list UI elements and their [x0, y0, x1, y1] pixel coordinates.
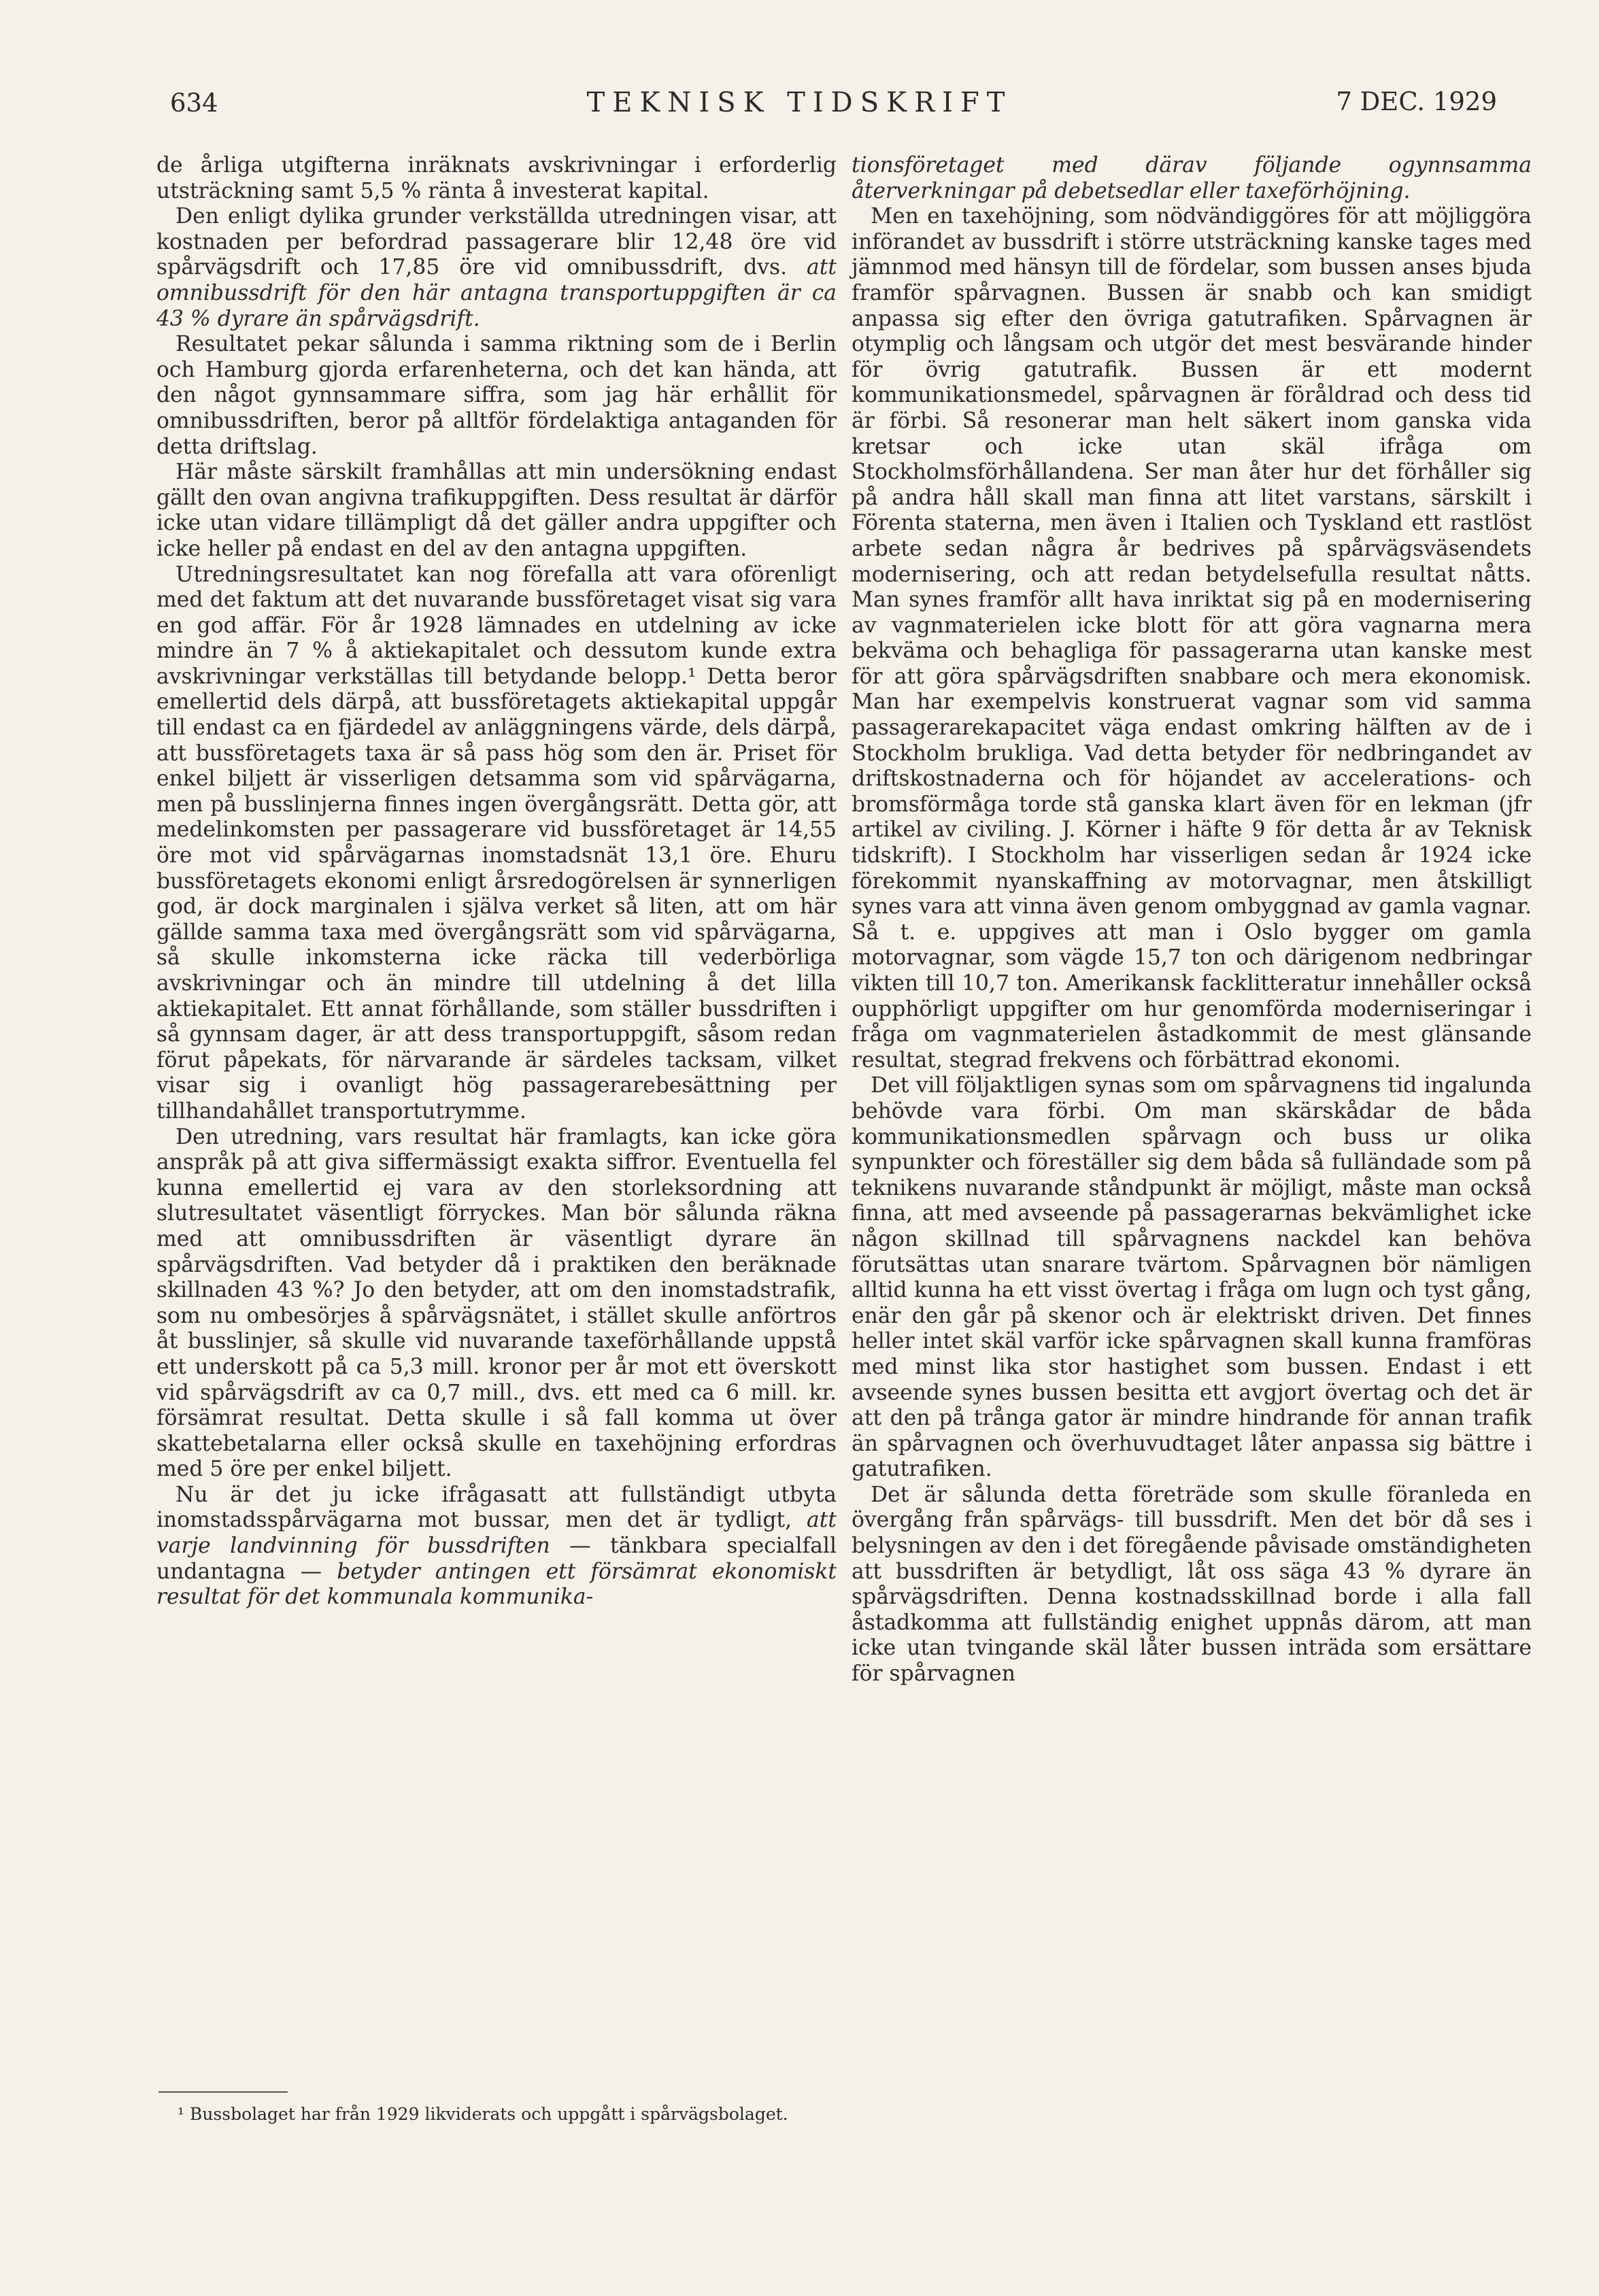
paragraph: [156, 204, 837, 332]
page-header: [0, 83, 1599, 124]
paragraph: de årliga utgifterna inräknats avskrivningar i erforderlig utsträckning samt 5,5 % ränta å investerat kapital.: [156, 153, 837, 203]
journal-title: TEKNISK TIDSKRIFT: [586, 87, 1013, 118]
paragraph: Det vill följaktligen synas som om spårvagnens tid ingalunda behövde vara förbi. Om man skärskådar de båda kommunikationsmedlen spårvagn och buss ur olika synpunkter och föreställer sig dem båda så fulländade som på teknikens nuvarande ståndpunkt är möjligt, måste man också finna, att med avseende på passagerarnas bekvämlighet icke någon skillnad till spårvagnens nackdel kan behöva förutsättas utan snarare tvärtom. Spårvagnen bör nämligen alltid kunna ha ett visst övertag i fråga om lugn och tyst gång, enär den går på skenor och är elektriskt driven. Det finnes heller intet skäl varför icke spårvagnen skall kunna framföras med minst lika stor hastighet som bussen. Endast i ett avseende synes bussen besitta ett avgjort övertag och det är att den på trånga gator är mindre hindrande för annan trafik än spårvagnen och överhuvudtaget låter anpassa sig bättre i gatutrafiken.: [852, 1073, 1532, 1482]
paragraph: Men en taxehöjning, som nödvändiggöres för att möjliggöra införandet av bussdrift i större utsträckning kanske tages med jämnmod med hänsyn till de fördelar, som bussen anses bjuda framför spårvagnen. Bussen är snabb och kan smidigt anpassa sig efter den övriga gatutrafiken. Spårvagnen är otymplig och långsam och utgör det mest besvärande hinder för övrig gatutrafik. Bussen är ett modernt kommunikationsmedel, spårvagnen är föråldrad och dess tid är förbi. Så resonerar man helt säkert inom ganska vida kretsar och icke utan skäl ifråga om Stockholmsförhållandena. Ser man åter hur det förhåller sig på andra håll skall man finna att litet varstans, särskilt i Förenta staterna, men även i Italien och Tyskland ett rastlöst arbete sedan några år bedrives på spårvägsväsendets modernisering, och att redan betydelsefulla resultat nåtts. Man synes framför allt hava inriktat sig på en modernisering av vagnmaterielen icke blott för att göra vagnarna mera bekväma och behagliga för passagerarna utan kanske mest för att göra spårvägsdriften snabbare och mera ekonomisk. Man har exempelvis konstruerat vagnar som vid samma passagerarekapacitet väga endast omkring hälften av de i Stockholm brukliga. Vad detta betyder för nedbringandet av driftskostnaderna och för höjandet av accelerations- och bromsförmåga torde stå ganska klart även för en lekman (jfr artikel av civiling. J. Körner i häfte 9 för detta år av Teknisk tidskrift). I Stockholm har visserligen sedan år 1924 icke förekommit nyanskaffning av motorvagnar, men åtskilligt synes vara att vinna även genom ombyggnad av gamla vagnar. Så t. e. uppgives att man i Oslo bygger om gamla motorvagnar, som vägde 15,7 ton och därigenom nedbringar vikten till 10,7 ton. Amerikansk facklitteratur innehåller också oupphörligt uppgifter om hur genomförda moderniseringar i fråga om vagnmaterielen åstadkommit de mest glänsande resultat, stegrad frekvens och förbättrad ekonomi.: [852, 204, 1532, 1073]
footnote-divider: [158, 2091, 288, 2093]
emphasis-text: att omnibussdrift för den här antagna transportuppgiften är ca 43 % dyrare än spårvägsdrift.: [156, 255, 837, 331]
paragraph: [852, 153, 1532, 204]
paragraph: [156, 1483, 837, 1610]
emphasis-text: tionsföretaget med därav följande ogynnsamma återverkningar på debetsedlar eller taxeförhöjning.: [852, 153, 1532, 203]
paragraph-text: Nu är det ju icke ifrågasatt att fullständigt utbyta inomstadsspårvägarna mot bussar, men det är tydligt,: [156, 1482, 837, 1533]
paragraph-text: — tänkbara specialfall undantagna —: [156, 1534, 837, 1584]
emphasis-text: att varje landvinning för bussdriften: [156, 1508, 837, 1559]
left-column: [156, 153, 837, 1610]
footnote: [158, 2104, 818, 2125]
paragraph: Den utredning, vars resultat här framlagts, kan icke göra anspråk på att giva siffermässigt exakta siffror. Eventuella fel kunna emellertid ej vara av den storleksordning att slutresultatet väsentligt förryckes. Man bör sålunda räkna med att omnibussdriften är väsentligt dyrare än spårvägsdriften. Vad betyder då i praktiken den beräknade skillnaden 43 %? Jo den betyder, att om den inomstadstrafik, som nu ombesörjes å spårvägsnätet, i stället skulle anförtros åt busslinjer, så skulle vid nuvarande taxeförhållande uppstå ett underskott på ca 5,3 mill. kronor per år mot ett överskott vid spårvägsdrift av ca 0,7 mill., dvs. ett med ca 6 mill. kr. försämrat resultat. Detta skulle i så fall komma ut över skattebetalarna eller också skulle en taxehöjning erfordras med 5 öre per enkel biljett.: [156, 1124, 837, 1482]
paragraph: Utredningsresultatet kan nog förefalla att vara oförenligt med det faktum att det nuvarande bussföretaget visat sig vara en god affär. För år 1928 lämnades en utdelning av icke mindre än 7 % å aktiekapitalet och dessutom kunde extra avskrivningar verkställas till betydande belopp.¹ Detta beror emellertid dels därpå, att bussföretagets aktiekapital uppgår till endast ca en fjärdedel av anläggningens värde, dels därpå, att bussföretagets taxa är så pass hög som den är. Priset för enkel biljett är visserligen detsamma som vid spårvägarna, men på busslinjerna finnes ingen övergångsrätt. Detta gör, att medelinkomsten per passagerare vid bussföretaget är 14,55 öre mot vid spårvägarnas inomstadsnät 13,1 öre. Ehuru bussföretagets ekonomi enligt årsredogörelsen är synnerligen god, är dock marginalen i själva verket så liten, att om här gällde samma taxa med övergångsrätt som vid spårvägarna, så skulle inkomsterna icke räcka till vederbörliga avskrivningar och än mindre till utdelning å det lilla aktiekapitalet. Ett annat förhållande, som ställer bussdriften i så gynnsam dager, är att dess transportuppgift, såsom redan förut påpekats, för närvarande är särdeles tacksam, vilket visar sig i ovanligt hög passagerarebesättning per tillhandahållet transportutrymme.: [156, 562, 837, 1124]
page-number: 634: [170, 88, 218, 118]
paragraph-text: Den enligt dylika grunder verkställda utredningen visar, att kostnaden per befordrad passagerare blir 12,48 öre vid spårvägsdrift och 17,85 öre vid omnibussdrift, dvs.: [156, 204, 837, 280]
footnote-text: ¹ Bussbolaget har från 1929 likviderats och uppgått i spårvägsbolaget.: [178, 2104, 788, 2124]
paragraph: Det är sålunda detta företräde som skulle föranleda en övergång från spårvägs- till bussdrift. Men det bör då ses i belysningen av den i det föregående påvisade omständigheten att bussdriften är betydligt, låt oss säga 43 % dyrare än spårvägsdriften. Denna kostnadsskillnad borde i alla fall åstadkomma att fullständig enighet uppnås därom, att man icke utan tvingande skäl låter bussen inträda som ersättare för spårvagnen: [852, 1482, 1532, 1687]
paragraph: Resultatet pekar sålunda i samma riktning som de i Berlin och Hamburg gjorda erfarenheterna, och det kan hända, att den något gynnsammare siffra, som jag här erhållit för omnibussdriften, beror på alltför fördelaktiga antaganden för detta driftslag.: [156, 332, 837, 459]
issue-date: 7 DEC. 1929: [1336, 87, 1497, 116]
paragraph: Här måste särskilt framhållas att min undersökning endast gällt den ovan angivna trafikuppgiften. Dess resultat är därför icke utan vidare tillämpligt då det gäller andra uppgifter och icke heller på endast en del av den antagna uppgiften.: [156, 460, 837, 561]
emphasis-text: betyder antingen ett försämrat ekonomiskt resultat för det kommunala kommunika-: [156, 1559, 837, 1610]
right-column: [852, 153, 1532, 1687]
